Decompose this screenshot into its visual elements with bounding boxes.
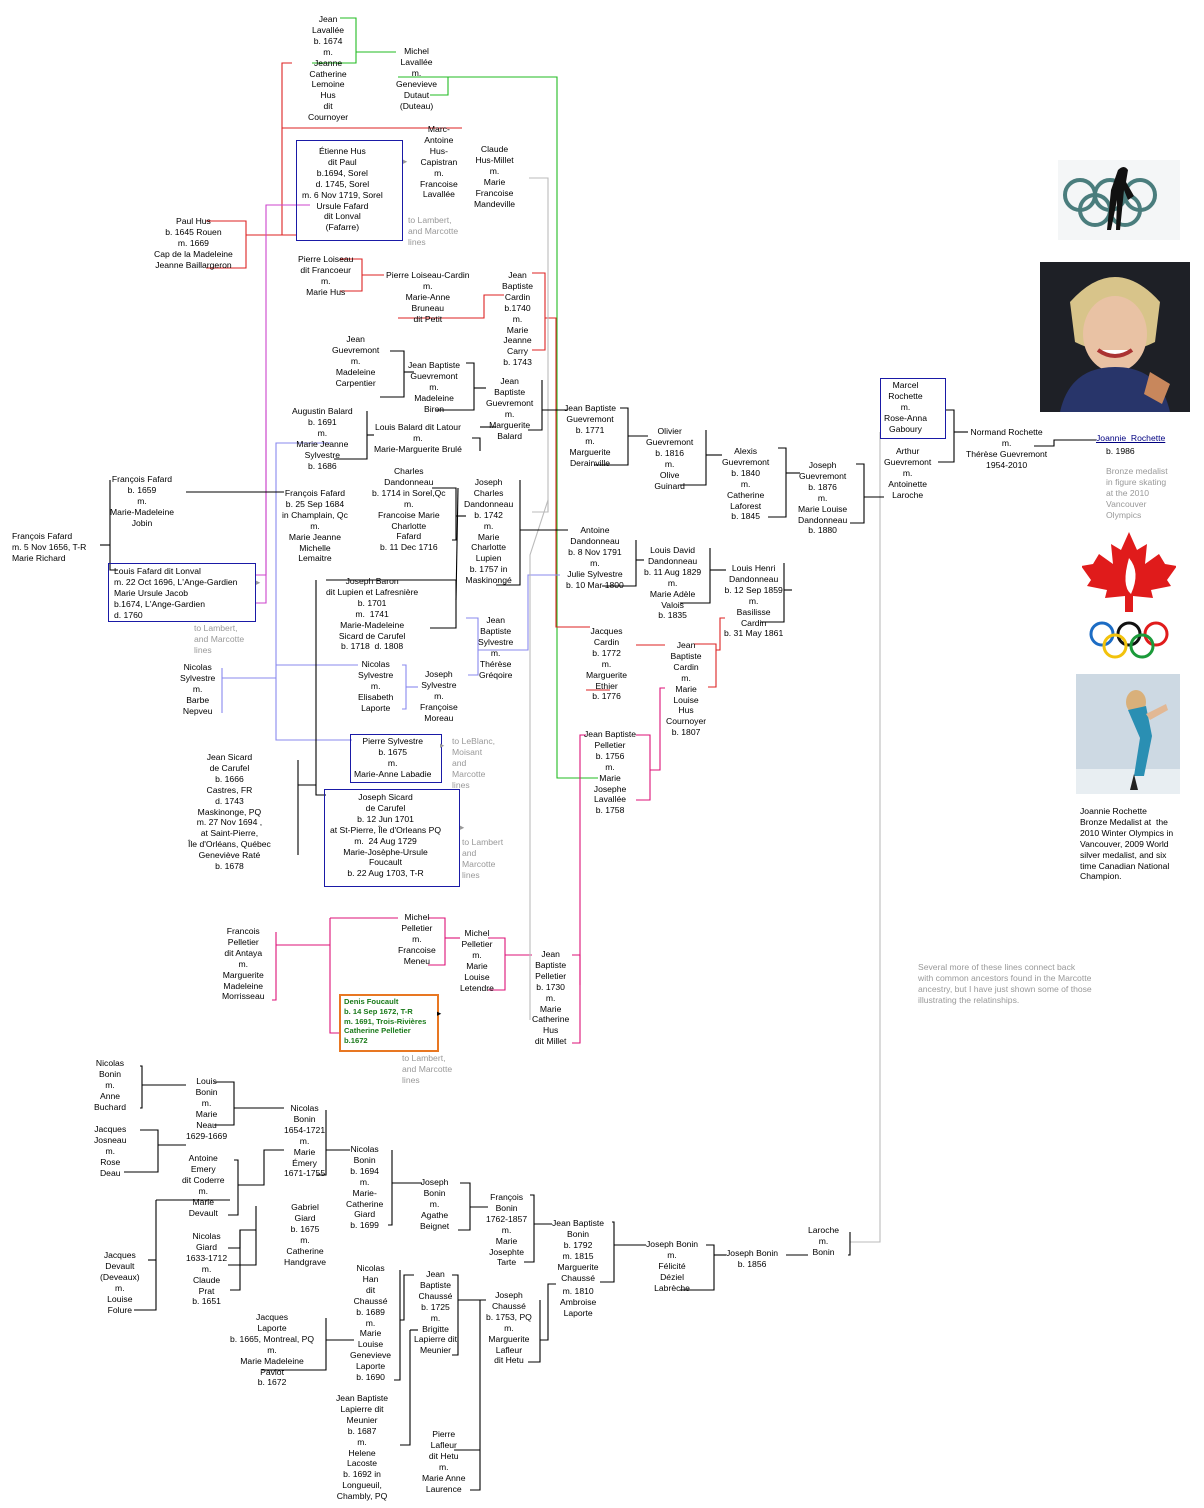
node-pierre-sylvestre: Pierre Sylvestre b. 1675 m. Marie-Anne Labadie xyxy=(354,736,432,779)
node-nicolas-giard: Nicolas Giard 1633-1712 m. Claude Prat b. 1651 xyxy=(186,1231,228,1307)
node-nicolas-sylvestre-nepveu: Nicolas Sylvestre m. Barbe Nepveu xyxy=(180,662,216,716)
note-lambert-1: to Lambert, and Marcotte lines xyxy=(408,215,459,247)
node-jean-sicard: Jean Sicard de Carufel b. 1666 Castres, FR d. 1743 Maskinonge, PQ m. 27 Nov 1694 , at Saint-Pierre, Île d'Orléans, Québec Geneviève Raté b. 1678 xyxy=(188,752,271,872)
node-francois-bonin: François Bonin 1762-1857 m. Marie Josephte Tarte xyxy=(486,1192,528,1268)
node-joseph-bonin-dezeil: Joseph Bonin m. Félicité Déziel Labrèche xyxy=(646,1239,699,1293)
node-nicolas-sylvestre-laporte: Nicolas Sylvestre m. Elisabeth Laporte xyxy=(358,659,394,713)
node-arthur-guevremont: Arthur Guevremont m. Antoinette Laroche xyxy=(884,446,932,500)
node-normand-rochette: Normand Rochette m. Thérèse Guevremont 1954-2010 xyxy=(966,427,1048,470)
arrow-icon: ▸ xyxy=(403,156,408,166)
node-jb-pelletier-1730: Jean Baptiste Pelletier b. 1730 m. Marie Catherine Hus dit Millet xyxy=(532,949,570,1047)
node-joseph-bonin-beignet: Joseph Bonin m. Agathe Beignet xyxy=(420,1177,450,1231)
node-pierre-loiseau-cardin: Pierre Loiseau-Cardin m. Marie-Anne Bruneau dit Petit xyxy=(386,270,470,324)
node-pierre-loiseau: Pierre Loiseau dit Francoeur m. Marie Hus xyxy=(298,254,354,297)
node-nicolas-han: Nicolas Han dit Chaussé b. 1689 m. Marie Louise Genevieve Laporte b. 1690 xyxy=(350,1263,392,1383)
node-francois-pelletier: Francois Pelletier dit Antaya m. Marguerite Madeleine Morrisseau xyxy=(222,926,265,1002)
node-nicolas-bonin-1654: Nicolas Bonin 1654-1721 m. Marie Émery 1671-1755 xyxy=(284,1103,326,1179)
node-charles-dandonneau: Charles Dandonneau b. 1714 in Sorel,Qc m. Francoise Marie Charlotte Fafard b. 11 Dec 1716 xyxy=(372,466,446,553)
note-leblanc: to LeBlanc, Moisant and Marcotte lines xyxy=(452,736,495,790)
node-nicolas-bonin-1694: Nicolas Bonin b. 1694 m. Marie- Catherine Giard b. 1699 xyxy=(346,1144,384,1231)
node-louis-balard: Louis Balard dit Latour m. Marie-Marguerite Brulé xyxy=(374,422,462,454)
node-jean-guevremont: Jean Guevremont m. Madeleine Carpentier xyxy=(332,334,380,388)
node-jb-bonin: Jean Baptiste Bonin b. 1792 m. 1815 Marguerite Chaussé xyxy=(552,1218,605,1283)
node-antoine-dandonneau: Antoine Dandonneau b. 8 Nov 1791 m. Julie Sylvestre b. 10 Mar 1800 xyxy=(566,525,624,590)
node-joseph-sicard: Joseph Sicard de Carufel b. 12 Jun 1701 at St-Pierre, Île d'Orleans PQ m. 24 Aug 1729 Marie-Josèphe-Ursule Foucault b. 22 Aug 1703, T-R xyxy=(330,792,442,879)
node-louis-henri-dandonneau: Louis Henri Dandonneau b. 12 Sep 1859 m. Basilisse Cardin b. 31 May 1861 xyxy=(724,563,784,639)
joannie-rochette-smiling-photo xyxy=(1040,262,1190,412)
node-paul-hus: Paul Hus b. 1645 Rouen m. 1669 Cap de la Madeleine Jeanne Baillargeron xyxy=(154,216,233,270)
node-antoine-emery: Antoine Emery dit Coderre m. Marie Devault xyxy=(182,1153,225,1218)
canada-olympic-logo xyxy=(1082,530,1176,662)
node-joannie-rochette[interactable]: Joannie Rochette xyxy=(1096,433,1166,443)
olympic-rings-skater-photo xyxy=(1058,160,1180,240)
node-jb-sylvestre: Jean Baptiste Sylvestre m. Thérèse Gréqoire xyxy=(478,615,514,680)
node-jb-guevremont-biron: Jean Baptiste Guevremont m. Madeleine Biron xyxy=(408,360,461,414)
node-nicolas-bonin-buchard: Nicolas Bonin m. Anne Buchard xyxy=(94,1058,127,1112)
bronze-medalist-note: Bronze medalist in figure skating at the 2010 Vancouver Olympics xyxy=(1106,466,1168,520)
node-jb-cardin-1807: Jean Baptiste Cardin m. Marie Louise Hus Cournoyer b. 1807 xyxy=(666,640,707,738)
node-jb-guevremont-1771: Jean Baptiste Guevremont b. 1771 m. Marguerite Derainville xyxy=(564,403,617,468)
node-gabriel-giard: Gabriel Giard b. 1675 m. Catherine Handgrave xyxy=(284,1202,327,1267)
node-joseph-sylvestre: Joseph Sylvestre m. Françoise Moreau xyxy=(420,669,458,723)
node-francois-fafard-1656: François Fafard m. 5 Nov 1656, T-R Marie Richard xyxy=(12,531,87,563)
arrow-icon: ▸ xyxy=(460,822,465,832)
node-claude-hus-millet: Claude Hus-Millet m. Marie Francoise Mandeville xyxy=(474,144,516,209)
arrow-icon: ▸ xyxy=(256,577,261,587)
node-jean-lavallee: Jean Lavallée b. 1674 m. Jeanne Catherine Lemoine Hus dit Cournoyer xyxy=(308,14,349,123)
node-louis-bonin: Louis Bonin m. Marie Neau 1629-1669 xyxy=(186,1076,228,1141)
node-denis-foucault: Denis Foucault b. 14 Sep 1672, T-R m. 1691, Trois-Rivières Catherine Pelletier b.1672 xyxy=(344,997,427,1046)
node-chausse-laporte: m. 1810 Ambroise Laporte xyxy=(560,1286,597,1318)
arrow-icon: ▸ xyxy=(437,1008,442,1018)
note-lambert-2: to Lambert, and Marcotte lines xyxy=(194,623,245,655)
joannie-born: b. 1986 xyxy=(1106,446,1135,456)
joannie-rochette-skating-photo xyxy=(1076,674,1180,794)
node-michel-pelletier-letendre: Michel Pelletier m. Marie Louise Letendre xyxy=(460,928,494,993)
node-pierre-lafleur: Pierre Lafleur dit Hetu m. Marie Anne Laurence xyxy=(422,1429,466,1494)
node-jacques-cardin: Jacques Cardin b. 1772 m. Marguerite Ethier b. 1776 xyxy=(586,626,628,702)
node-olivier-guevremont: Olivier Guevremont b. 1816 m. Olive Guinard xyxy=(646,426,694,491)
note-several-more: Several more of these lines connect back with common ancestors found in the Marcotte ancestry, but I have just shown some of those illustrating the relatinships. xyxy=(918,962,1092,1005)
node-marc-antoine-hus: Marc- Antoine Hus- Capistran m. Francoise Lavallée xyxy=(420,124,458,200)
node-jb-lapierre: Jean Baptiste Lapierre dit Meunier b. 1687 m. Helene Lacoste b. 1692 in Longueuil, Chambly, PQ xyxy=(336,1393,389,1502)
node-laroche-bonin: Laroche m. Bonin xyxy=(808,1225,840,1257)
node-jean-baptiste-cardin: Jean Baptiste Cardin b.1740 m. Marie Jeanne Carry b. 1743 xyxy=(502,270,534,368)
node-francois-fafard-1684: François Fafard b. 25 Sep 1684 in Champlain, Qc m. Marie Jeanne Michelle Lemaitre xyxy=(282,488,348,564)
node-jb-chausse: Jean Baptiste Chaussé b. 1725 m. Brigitte Lapierre dit Meunier xyxy=(414,1269,457,1356)
node-louis-fafard: Louis Fafard dit Lonval m. 22 Oct 1696, L'Ange-Gardien Marie Ursule Jacob b.1674, L'Ange-Gardien d. 1760 xyxy=(114,566,238,620)
note-lambert-3: to Lambert and Marcotte lines xyxy=(462,837,504,880)
node-jacques-laporte: Jacques Laporte b. 1665, Montreal, PQ m. Marie Madeleine Paviot b. 1672 xyxy=(230,1312,315,1388)
node-joseph-guevremont: Joseph Guevremont b. 1876 m. Marie Louise Dandonneau b. 1880 xyxy=(798,460,848,536)
node-marcel-rochette: Marcel Rochette m. Rose-Anna Gaboury xyxy=(884,380,927,434)
arrow-icon: ▸ xyxy=(440,740,445,750)
node-michel-lavallee: Michel Lavallée m. Genevieve Dutaut (Duteau) xyxy=(396,46,438,111)
note-lambert-4: to Lambert, and Marcotte lines xyxy=(402,1053,453,1085)
node-augustin-balard: Augustin Balard b. 1691 m. Marie Jeanne Sylvestre b. 1686 xyxy=(292,406,353,471)
node-francois-fafard-1659: François Fafard b. 1659 m. Marie-Madeleine Jobin xyxy=(110,474,175,528)
photo-caption: Joannie Rochette Bronze Medalist at the 2010 Winter Olympics in Vancouver, 2009 World silver medalist, and six time Canadian National Champion. xyxy=(1080,806,1174,882)
node-jb-pelletier-1756: Jean Baptiste Pelletier b. 1756 m. Marie Josephe Lavallée b. 1758 xyxy=(584,729,637,816)
node-etienne-hus: Étienne Hus dit Paul b.1694, Sorel d. 1745, Sorel m. 6 Nov 1719, Sorel Ursule Fafard dit Lonval (Fafarre) xyxy=(302,146,383,233)
node-joseph-baron: Joseph Baron dit Lupien et Lafresnière b. 1701 m. 1741 Marie-Madeleine Sicard de Carufel b. 1718 d. 1808 xyxy=(326,576,419,652)
node-michel-pelletier-meneu: Michel Pelletier m. Francoise Meneu xyxy=(398,912,436,966)
node-jacques-devault: Jacques Devault (Deveaux) m. Louise Folure xyxy=(100,1250,140,1315)
node-joseph-bonin-1856: Joseph Bonin b. 1856 xyxy=(726,1248,779,1269)
node-joseph-chausse: Joseph Chaussé b. 1753, PQ m. Marguerite Lafleur dit Hetu xyxy=(486,1290,532,1366)
node-alexis-guevremont: Alexis Guevremont b. 1840 m. Catherine Laforest b. 1845 xyxy=(722,446,770,522)
node-jacques-josneau: Jacques Josneau m. Rose Deau xyxy=(94,1124,127,1178)
node-jb-guevremont-balard: Jean Baptiste Guevremont m. Marguerite Balard xyxy=(486,376,534,441)
node-joseph-charles-dandonneau: Joseph Charles Dandonneau b. 1742 m. Marie Charlotte Lupien b. 1757 in Maskinongé xyxy=(464,477,514,586)
node-louis-david-dandonneau: Louis David Dandonneau b. 11 Aug 1829 m. Marie Adèle Valois b. 1835 xyxy=(644,545,702,621)
